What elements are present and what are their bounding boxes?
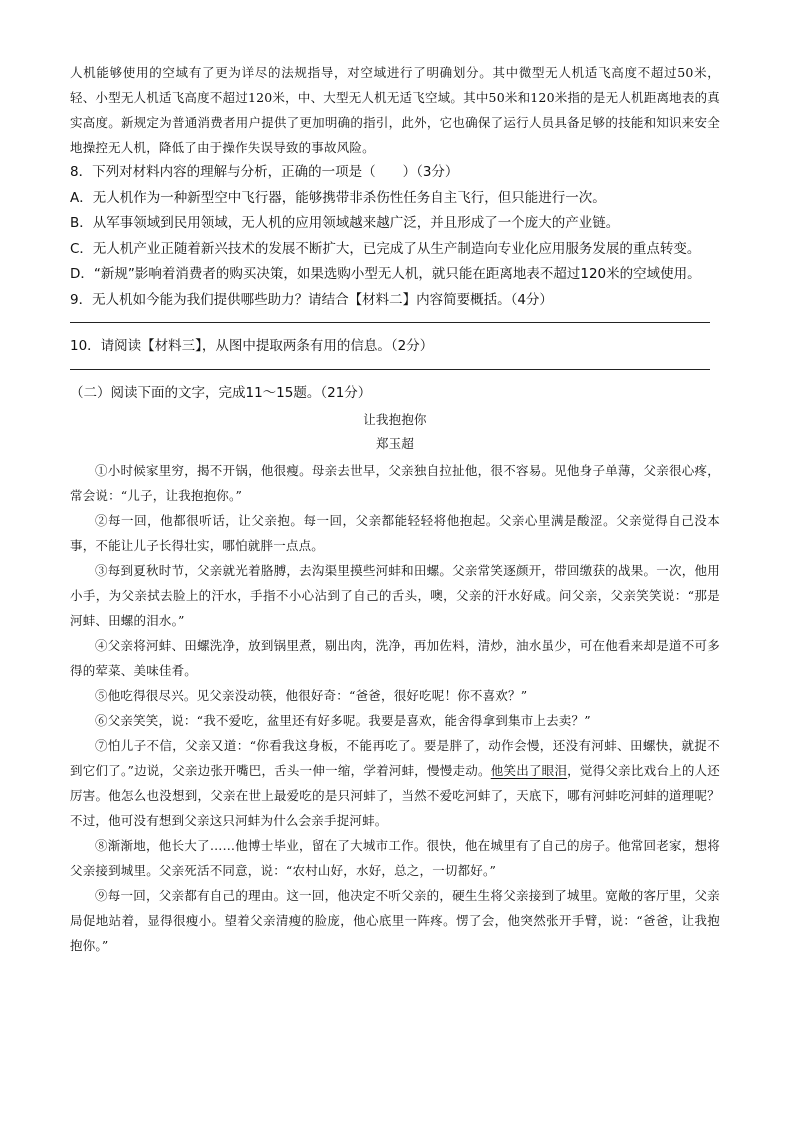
question-8 bbox=[70, 160, 720, 288]
story-paragraph-3: ③每到夏秋时节，父亲就光着胳膊，去沟渠里摸些河蚌和田螺。父亲常笑逐颜开，带回缴获的战果。一次，他用小手，为父亲拭去脸上的汗水，手指不小心沾到了自己的舌头，噢，父亲的汗水好咸。问父亲，父亲笑笑说：“那是河蚌、田螺的泪水。” bbox=[70, 563, 720, 628]
question-8-option-d: D．“新规”影响着消费者的购买决策，如果选购小型无人机，就只能在距离地表不超过120米的空域使用。 bbox=[70, 266, 701, 282]
question-10-answer-line bbox=[70, 369, 710, 370]
question-8-option-a: A．无人机作为一种新型空中飞行器，能够携带非杀伤性任务自主飞行，但只能进行一次。 bbox=[70, 189, 606, 206]
material-two-tail: 人机能够使用的空域有了更为详尽的法规指导，对空域进行了明确划分。其中微型无人机适飞高度不超过50米，轻、小型无人机适飞高度不超过120米，中、大型无人机无适飞空域。其中50米和120米指的是无人机距离地表的真实高度。新规定为普通消费者用户提供了更加明确的指引，此外，它也确保了运行人员具备足够的技能和知识来安全地操控无人机，降低了由于操作失误导致的事故风险。 bbox=[70, 65, 720, 155]
story-author: 郑玉超 bbox=[375, 436, 415, 451]
question-8-option-c: C．无人机产业正随着新兴技术的发展不断扩大，已完成了从生产制造向专业化应用服务发展的重点转变。 bbox=[70, 240, 701, 257]
story-paragraph-7-part-b: ，觉得父亲比戏台上的人还厉害。他怎么也没想到，父亲在世上最爱吃的是只河蚌了，当然不爱吃河蚌了，天底下，哪有河蚌吃河蚌的道理呢？不过，他可没有想到父亲这只河蚌为什么会亲手捉河蚌。 bbox=[70, 763, 720, 828]
story-paragraph-5: ⑤他吃得很尽兴。见父亲没动筷，他很好奇：“爸爸，很好吃呢！你不喜欢？” bbox=[95, 688, 528, 703]
story-paragraph-7 bbox=[70, 733, 720, 833]
exam-page bbox=[70, 60, 720, 958]
story-paragraph-1: ①小时候家里穷，揭不开锅，他很瘦。母亲去世早，父亲独自拉扯他，很不容易。见他身子单薄，父亲很心疼，常会说：“儿子，让我抱抱你。” bbox=[70, 463, 720, 503]
story-paragraph-9: ⑨每一回，父亲都有自己的理由。这一回，他决定不听父亲的，硬生生将父亲接到了城里。宽敞的客厅里，父亲局促地站着，显得很瘦小。望着父亲清瘦的脸庞，他心底里一阵疼。愣了会，他突然张开手臂，说：“爸爸，让我抱抱你。” bbox=[70, 888, 720, 953]
story-paragraph-4: ④父亲将河蚌、田螺洗净，放到锅里煮，剔出肉，洗净，再加佐料，清炒，油水虽少，可在他看来却是道不可多得的荤菜、美味佳肴。 bbox=[70, 638, 720, 678]
reading-section-two bbox=[70, 381, 720, 959]
question-10-stem: 10．请阅读【材料三】，从图中提取两条有用的信息。（2分） bbox=[70, 338, 434, 354]
question-10 bbox=[70, 334, 720, 370]
question-9-stem: 9．无人机如今能为我们提供哪些助力？请结合【材料二】内容简要概括。（4分） bbox=[70, 291, 553, 308]
story-paragraph-8: ⑧渐渐地，他长大了……他博士毕业，留在了大城市工作。很快，他在城里有了自己的房子。他常回老家，想将父亲接到城里。父亲死活不同意，说：“农村山好，水好，总之，一切都好。” bbox=[70, 838, 720, 878]
question-9 bbox=[70, 288, 720, 324]
story-paragraph-2: ②每一回，他都很听话，让父亲抱。每一回，父亲都能轻轻将他抱起。父亲心里满是酸涩。父亲觉得自己没本事，不能让儿子长得壮实，哪怕就胖一点点。 bbox=[70, 513, 720, 553]
story-paragraph-6: ⑥父亲笑笑，说：“我不爱吃，盆里还有好多呢。我要是喜欢，能舍得拿到集市上去卖？” bbox=[95, 713, 591, 728]
story-paragraph-7-part-a: ⑦怕儿子不信，父亲又道：“你看我这身板，不能再吃了。要是胖了，动作会慢，还没有河蚌、田螺快，就捉不到它们了。”边说，父亲边张开嘴巴，舌头一伸一缩，学着河蚌，慢慢走动。 bbox=[70, 738, 720, 778]
question-9-answer-line bbox=[70, 322, 710, 323]
question-8-stem: 8．下列对材料内容的理解与分析，正确的一项是（ ）（3分） bbox=[70, 164, 459, 180]
section-two-heading: （二）阅读下面的文字，完成11～15题。（21分） bbox=[70, 384, 372, 401]
question-8-option-b: B．从军事领域到民用领域，无人机的应用领域越来越广泛，并且形成了一个庞大的产业链。 bbox=[70, 215, 620, 231]
story-title: 让我抱抱你 bbox=[363, 412, 427, 427]
underlined-sentence: 他笑出了眼泪 bbox=[490, 763, 568, 778]
